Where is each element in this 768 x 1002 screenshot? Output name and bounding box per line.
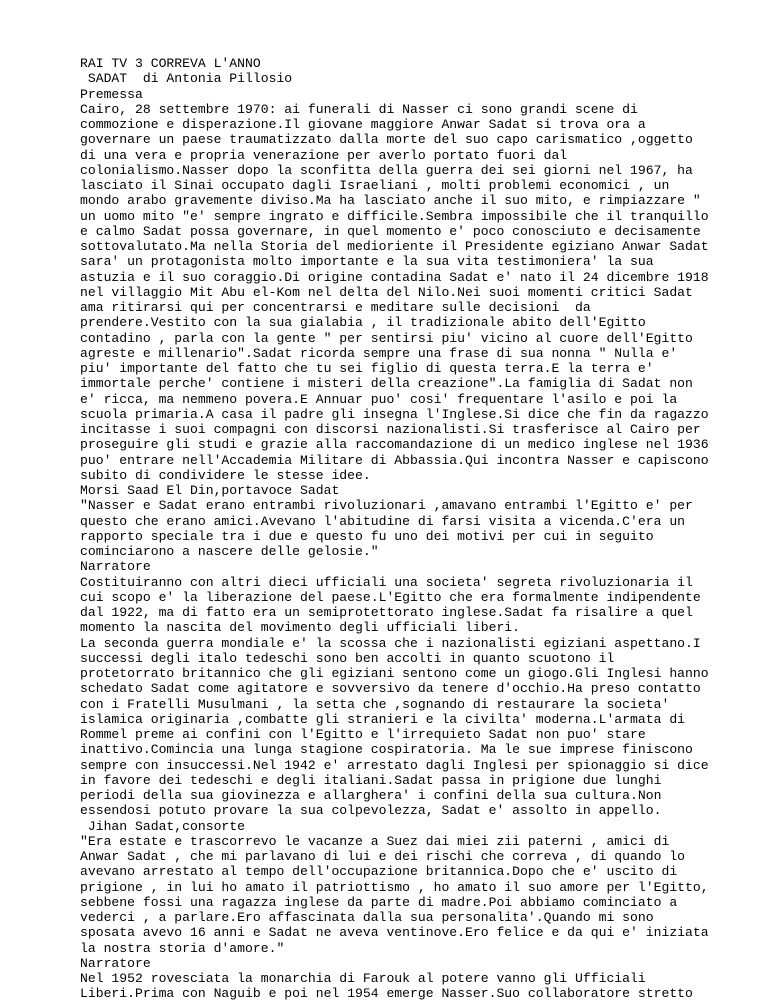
text-line: di una vera e propria venerazione per averlo portato fuori dal xyxy=(80,147,568,163)
text-line: "Nasser e Sadat erano entrambi rivoluzionari ,amavano entrambi l'Egitto e' per xyxy=(80,498,693,514)
text-line: Cairo, 28 settembre 1970: ai funerali di Nasser ci sono grandi scene di xyxy=(80,101,638,117)
text-line: "Era estate e trascorrevo le vacanze a Suez dai miei zii paterni , amici di xyxy=(80,833,670,849)
text-line: mondo arabo gravemente diviso.Ma ha lasciato anche il suo mito, e rimpiazzare " xyxy=(80,193,701,209)
text-line: La seconda guerra mondiale e' la scossa che i nazionalisti egiziani aspettano.I xyxy=(80,635,701,651)
text-line: proseguire gli studi e grazie alla raccomandazione di un medico inglese nel 1936 xyxy=(80,437,709,453)
text-line: inattivo.Comincia una lunga stagione cospiratoria. Ma le sue imprese finiscono xyxy=(80,742,693,758)
text-line: e' ricca, ma nemmeno povera.E Annuar puo' cosi' frequentare l'asilo e poi la xyxy=(80,391,678,407)
text-line: sottovalutato.Ma nella Storia del medioriente il Presidente egiziano Anwar Sadat xyxy=(80,239,709,254)
text-line: commozione e disperazione.Il giovane maggiore Anwar Sadat si trova ora a xyxy=(80,117,646,132)
text-line: RAI TV 3 CORREVA L'ANNO xyxy=(80,56,261,71)
text-line: governare un paese traumatizzato dalla morte del suo capo carismatico ,oggetto xyxy=(80,132,693,148)
text-line: nel villaggio Mit Abu el-Kom nel delta del Nilo.Nei suoi momenti critici Sadat xyxy=(80,284,693,300)
text-line: scuola primaria.A casa il padre gli insegna l'Inglese.Si dice che fin da ragazzo xyxy=(80,406,709,422)
text-line: sara' un protagonista molto importante e la sua vita testimoniera' la sua xyxy=(80,254,654,270)
text-line: in favore dei tedeschi e degli italiani.Sadat passa in prigione due lunghi xyxy=(80,772,662,788)
text-line: colonialismo.Nasser dopo la sconfitta della guerra dei sei giorni nel 1967, ha xyxy=(80,162,693,178)
text-line: sebbene fossi una ragazza inglese da parte di madre.Poi abbiamo cominciato a xyxy=(80,894,678,910)
text-line: protetorrato britannico che gli egiziani sentono come un giogo.Gli Inglesi hanno xyxy=(80,666,709,681)
text-line: immortale perche' contiene i misteri della creazione".La famiglia di Sadat non xyxy=(80,376,693,392)
text-line: islamica originaria ,combatte gli stranieri e la civilta' moderna.L'armata di xyxy=(80,711,686,727)
text-line: Premessa xyxy=(80,86,143,102)
text-line: con i Fratelli Musulmani , la setta che ,sognando di restaurare la societa' xyxy=(80,696,670,712)
text-line: momento la nascita del movimento degli ufficiali liberi. xyxy=(80,620,521,636)
text-line: prendere.Vestito con la sua gialabia , il tradizionale abito dell'Egitto xyxy=(80,315,646,331)
text-line: Narratore xyxy=(80,559,151,575)
text-line: Liberi.Prima con Naguib e poi nel 1954 emerge Nasser.Suo collaboratore stretto xyxy=(80,986,693,1002)
text-line: avevano arrestato al tempo dell'occupazione britannica.Dopo che e' uscito di xyxy=(80,864,678,880)
text-line: incitasse i suoi compagni con discorsi nazionalisti.Si trasferisce al Cairo per xyxy=(80,422,701,437)
text-line: e calmo Sadat possa governare, in quel momento e' poco conosciuto e decisamente xyxy=(80,223,701,239)
text-line: cominciarono a nascere delle gelosie." xyxy=(80,544,379,559)
text-line: astuzia e il suo coraggio.Di origine contadina Sadat e' nato il 24 dicembre 1918 xyxy=(80,269,709,285)
text-line: subito di condividere le stesse idee. xyxy=(80,467,371,483)
text-line: schedato Sadat come agitatore e sovversivo da tenere d'occhio.Ha preso contatto xyxy=(80,681,701,697)
text-line: dal 1922, ma di fatto era un semiprotettorato inglese.Sadat fa risalire a quel xyxy=(80,605,693,620)
text-line: puo' entrare nell'Accademia Militare di Abbassia.Qui incontra Nasser e capiscono xyxy=(80,452,709,468)
text-line: Nel 1952 rovesciata la monarchia di Farouk al potere vanno gli Ufficiali xyxy=(80,971,646,986)
text-line: vederci , a parlare.Ero affascinata dalla sua personalita'.Quando mi sono xyxy=(80,910,654,925)
document-text xyxy=(80,56,760,1002)
text-line: un uomo mito "e' sempre ingrato e difficile.Sembra impossibile che il tranquillo xyxy=(80,208,709,224)
text-line: contadino , parla con la gente " per sentirsi piu' vicino al cuore dell'Egitto xyxy=(80,330,693,346)
text-line: Narratore xyxy=(80,955,151,971)
text-line: sposata avevo 16 anni e Sadat ne aveva ventinove.Ero felice e da qui e' iniziata xyxy=(80,925,709,941)
text-line: rapporto speciale tra i due e questo fu uno dei motivi per cui in seguito xyxy=(80,528,654,544)
text-line: Anwar Sadat , che mi parlavano di lui e dei rischi che correva , di quando lo xyxy=(80,849,686,864)
text-line: Jihan Sadat,consorte xyxy=(80,818,246,834)
text-line: prigione , in lui ho amato il patriottismo , ho amato il suo amore per l'Egitto, xyxy=(80,879,709,895)
text-line: SADAT di Antonia Pillosio xyxy=(80,71,293,87)
text-line: questo che erano amici.Avevano l'abitudine di farsi visita a vicenda.C'era un xyxy=(80,513,686,529)
text-line: successi degli italo tedeschi sono ben accolti in quanto scuotono il xyxy=(80,650,615,666)
text-line: Morsi Saad El Din,portavoce Sadat xyxy=(80,483,340,498)
text-line: piu' importante del fatto che tu sei figlio di questa terra.E la terra e' xyxy=(80,361,654,376)
text-line: cui scopo e' la liberazione del paese.L'Egitto che era formalmente indipendente xyxy=(80,589,701,605)
text-line: lasciato il Sinai occupato dagli Israeliani , molti problemi economici , un xyxy=(80,178,670,193)
text-line: Costituiranno con altri dieci ufficiali una societa' segreta rivoluzionaria il xyxy=(80,574,693,590)
text-line: ama ritirarsi qui per concentrarsi e meditare sulle decisioni da xyxy=(80,300,591,315)
text-line: sempre con insuccessi.Nel 1942 e' arrestato dagli Inglesi per spionaggio si dice xyxy=(80,757,709,773)
text-line: essendosi potuto provare la sua colpevolezza, Sadat e' assolto in appello. xyxy=(80,803,662,819)
text-line: agreste e millenario".Sadat ricorda sempre una frase di sua nonna " Nulla e' xyxy=(80,345,678,361)
text-line: Rommel preme ai confini con l'Egitto e l'irrequieto Sadat non puo' stare xyxy=(80,727,646,742)
text-line: periodi della sua giovinezza e allarghera' i confini della sua cultura.Non xyxy=(80,788,662,803)
text-line: la nostra storia d'amore." xyxy=(80,940,285,956)
